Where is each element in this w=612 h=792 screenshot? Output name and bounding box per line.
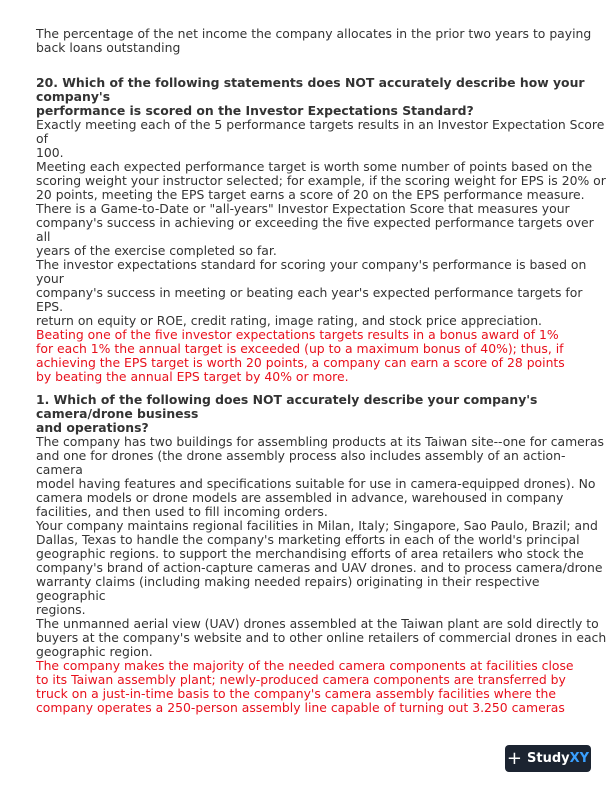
answer-line: achieving the EPS target is worth 20 points, a company can earn a score of 28 points: [36, 355, 565, 370]
option-line: your: [36, 271, 64, 286]
question-20: [36, 75, 606, 384]
question-title: 1. Which of the following does NOT accurately describe your company's: [36, 392, 538, 407]
answer-line: The company makes the majority of the needed camera components at facilities close: [36, 658, 574, 673]
option-line: years of the exercise completed so far.: [36, 243, 277, 258]
question-1: [36, 392, 607, 715]
option-line: all: [36, 229, 51, 244]
plus-icon: +: [506, 747, 523, 769]
studyxy-logo-badge[interactable]: [505, 745, 591, 772]
intro-line: The percentage of the net income the company allocates in the prior two years to paying: [36, 26, 592, 41]
option-line: Exactly meeting each of the 5 performance targets results in an Investor Expectation Score: [36, 117, 605, 132]
question-title: 20. Which of the following statements does NOT accurately describe how your: [36, 75, 585, 90]
question-title: camera/drone business: [36, 406, 199, 421]
option-line: The unmanned aerial view (UAV) drones assembled at the Taiwan plant are sold directly to: [36, 616, 599, 631]
option-line: scoring weight your instructor selected; for example, if the scoring weight for EPS is 20% or: [36, 173, 606, 188]
option-line: geographic regions. to support the merchandising efforts of area retailers who stock the: [36, 546, 584, 561]
brand-accent: XY: [569, 751, 590, 766]
answer-line: Beating one of the five investor expectations targets results in a bonus award of 1%: [36, 327, 559, 342]
option-line: camera: [36, 462, 83, 477]
question-title: and operations?: [36, 420, 149, 435]
option-line: EPS.: [36, 299, 64, 314]
option-line: model having features and specifications suitable for use in camera-equipped drones). No: [36, 476, 596, 491]
option-line: camera models or drone models are assembled in advance, warehoused in company: [36, 490, 564, 505]
option-line: Your company maintains regional facilities in Milan, Italy; Singapore, Sao Paulo, Brazil; and: [36, 518, 598, 533]
intro-text: [36, 27, 592, 55]
option-line: of: [36, 131, 48, 146]
option-line: company's success in achieving or exceeding the five expected performance targets over: [36, 215, 594, 230]
answer-line: by beating the annual EPS target by 40% or more.: [36, 369, 349, 384]
answer-line: to its Taiwan assembly plant; newly-produced camera components are transferred by: [36, 672, 566, 687]
answer-line: company operates a 250-person assembly line capable of turning out 3.250 cameras: [36, 700, 565, 715]
option-line: facilities, and then used to fill incoming orders.: [36, 504, 328, 519]
option-line: geographic: [36, 588, 106, 603]
question-title: performance is scored on the Investor Expectations Standard?: [36, 103, 474, 118]
option-line: geographic region.: [36, 644, 153, 659]
intro-line: back loans outstanding: [36, 40, 181, 55]
option-line: return on equity or ROE, credit rating, image rating, and stock price appreciation.: [36, 313, 542, 328]
option-line: There is a Game-to-Date or "all-years" Investor Expectation Score that measures your: [36, 201, 570, 216]
document-page: [36, 26, 607, 715]
option-line: 20 points, meeting the EPS target earns a score of 20 on the EPS performance measure.: [36, 187, 585, 202]
answer-line: for each 1% the annual target is exceeded (up to a maximum bonus of 40%); thus, if: [36, 341, 564, 356]
option-line: company's success in meeting or beating each year's expected performance targets for: [36, 285, 583, 300]
option-line: Dallas, Texas to handle the company's marketing efforts in each of the world's principal: [36, 532, 580, 547]
option-line: The investor expectations standard for scoring your company's performance is based on: [36, 257, 587, 272]
option-line: and one for drones (the drone assembly process also includes assembly of an action-: [36, 448, 566, 463]
option-line: regions.: [36, 602, 86, 617]
option-line: The company has two buildings for assembling products at its Taiwan site--one for cameras: [36, 434, 604, 449]
question-title: company's: [36, 89, 111, 104]
brand-main: Study: [527, 751, 570, 766]
option-line: warranty claims (including making needed repairs) originating in their respective: [36, 574, 540, 589]
option-line: buyers at the company's website and to other online retailers of commercial drones in each: [36, 630, 607, 645]
option-line: company's brand of action-capture cameras and UAV drones. and to process camera/drone: [36, 560, 603, 575]
option-line: Meeting each expected performance target is worth some number of points based on the: [36, 159, 593, 174]
option-line: 100.: [36, 145, 64, 160]
answer-line: truck on a just-in-time basis to the company's camera assembly facilities where the: [36, 686, 556, 701]
